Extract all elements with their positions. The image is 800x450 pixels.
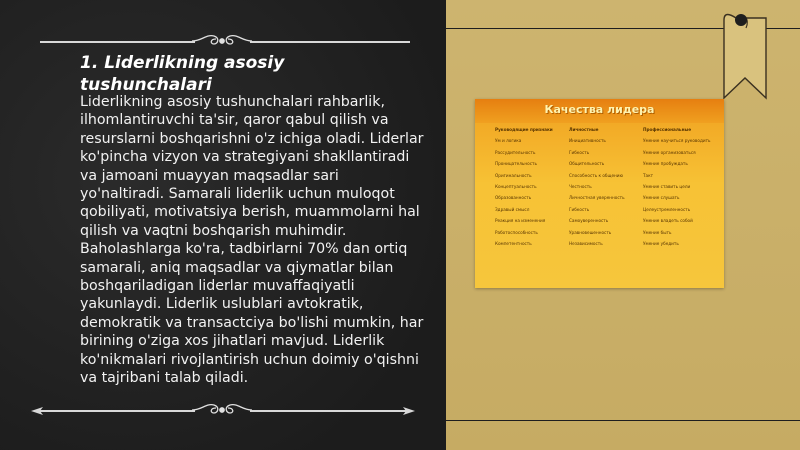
top-divider-right (250, 41, 410, 43)
slide-body-text: Liderlikning asosiy tushunchalari rahbarlik, ilhomlantiruvchi ta'sir, qaror qabul qilish va resurslarni boshqarishni o'z ichiga oladi. Liderlar ko'pincha vizyon va strategiyani shakllantiradi va jamoani muayyan maqsadlar sari yo'naltiradi. Samarali liderlik uchun muloqot qobiliyati, motivatsiya berish, muammolarni hal qilish va vaqtni boshqarish muhimdir. Baholashlarga ko'ra, tadbirlarni 70% dan ortiq samarali, aniq maqsadlar va qiymatlar bilan boshqariladigan liderlar muvaffaqiyatli yakunlaydi. Liderlik uslublari avtokratik, demokratik va transactciya bo'lishi mumkin, har birining o'ziga xos jihatlari mavjud. Liderlik ko'nikmalari rivojlantirish uchun doimiy o'qishni va tajribani talab qiladi. (80, 94, 424, 387)
leader-qualities-image (475, 99, 724, 288)
right-bottom-line (446, 420, 800, 421)
bottom-divider-left (40, 410, 195, 412)
bottom-divider-right (250, 410, 410, 412)
table-cell: Умение быть (643, 229, 672, 235)
table-cell: Реакция на изменения (495, 218, 546, 224)
table-row (489, 184, 711, 195)
table-cell: Концептуальность (495, 183, 537, 189)
table-cell: Самоуверенность (569, 218, 609, 224)
slide-title: 1. Liderlikning asosiy tushunchalari (80, 53, 285, 95)
table-header-cell: Личностные (569, 127, 599, 132)
table-cell: Рассудительность (495, 149, 536, 155)
table-row (489, 138, 711, 149)
table-cell: Здравый смысл (495, 206, 530, 212)
table-cell: Умение слушать (643, 195, 680, 201)
table-cell: Честность (569, 183, 592, 189)
table-row (489, 195, 711, 206)
top-divider-left (40, 41, 195, 43)
table-row (489, 173, 711, 184)
table-header-cell: Руководящие признаки (495, 127, 553, 132)
table-cell: Компетентность (495, 240, 532, 246)
table-cell: Образованность (495, 195, 532, 201)
table-cell: Гибкость (569, 149, 590, 155)
table-cell: Умение ставить цели (643, 183, 691, 189)
table-cell: Умение убедить (643, 240, 679, 246)
left-arrow-tip-icon (30, 405, 44, 417)
table-cell: Личностная уверенность (569, 195, 625, 201)
table-cell: Такт (643, 172, 654, 178)
table-cell: Работоспособность (495, 229, 538, 235)
table-header-cell: Профессиональные (643, 127, 692, 132)
table-cell: Ум и логика (495, 138, 522, 144)
table-cell: Оригинальность (495, 172, 532, 178)
table-row (489, 150, 711, 161)
table-cell: Целеустремленность (643, 206, 691, 212)
table-cell: Умение пробуждать (643, 161, 688, 167)
table-cell: Умение научиться руководить (643, 138, 711, 144)
table-cell: Умение владеть собой (643, 218, 693, 224)
bookmark-ribbon-icon (716, 0, 772, 100)
table-cell: Общительность (569, 161, 605, 167)
table-cell: Способность к общению (569, 172, 624, 178)
table-cell: Проницательность (495, 161, 537, 167)
image-heading: Качества лидера (544, 103, 655, 116)
table-cell: Умение организоваться (643, 149, 696, 155)
table-row (489, 207, 711, 218)
table-cell: Уравновешенность (569, 229, 612, 235)
table-cell: Гибкость (569, 206, 590, 212)
qualities-table (489, 127, 711, 285)
table-row (489, 161, 711, 172)
right-arrow-tip-icon (402, 405, 416, 417)
table-cell: Инициативность (569, 138, 606, 144)
table-row (489, 230, 711, 241)
bottom-flourish-icon (190, 399, 254, 421)
table-cell: Независимость (569, 240, 603, 246)
table-row (489, 218, 711, 229)
table-row (489, 241, 711, 252)
table-header-row (489, 127, 711, 138)
top-flourish-icon (190, 30, 254, 52)
